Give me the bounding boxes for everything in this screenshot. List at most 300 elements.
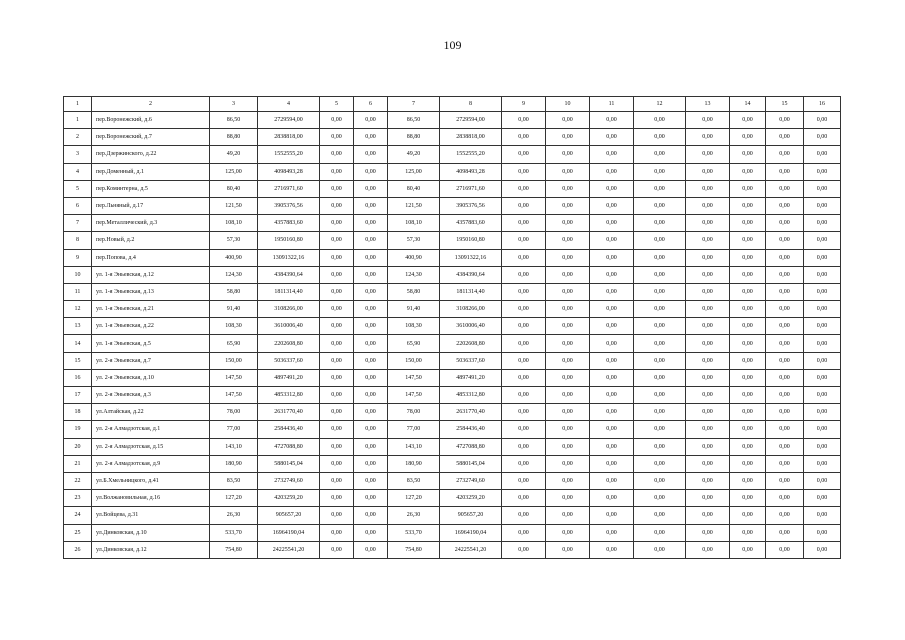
- address-cell: пер.Доменный, д.1: [92, 163, 210, 180]
- table-cell: 4098493,28: [258, 163, 320, 180]
- table-cell: 91,40: [388, 301, 440, 318]
- table-cell: 0,00: [686, 232, 730, 249]
- address-cell: ул. 1-я Эньевская, д.5: [92, 335, 210, 352]
- table-cell: 0,00: [354, 472, 388, 489]
- table-cell: 0,00: [590, 163, 634, 180]
- table-cell: 13091322,16: [440, 249, 502, 266]
- table-cell: 0,00: [354, 541, 388, 558]
- table-cell: 0,00: [502, 421, 546, 438]
- table-cell: 0,00: [804, 438, 841, 455]
- table-row: [64, 197, 841, 214]
- table-cell: 0,00: [686, 524, 730, 541]
- table-cell: 65,90: [388, 335, 440, 352]
- table-cell: 0,00: [354, 197, 388, 214]
- column-header: 16: [804, 97, 841, 112]
- table-cell: 0,00: [804, 112, 841, 129]
- table-cell: 0,00: [730, 197, 766, 214]
- table-cell: 127,20: [210, 490, 258, 507]
- table-cell: 0,00: [502, 524, 546, 541]
- table-cell: 0,00: [502, 404, 546, 421]
- table-cell: 4098493,28: [440, 163, 502, 180]
- table-cell: 0,00: [320, 369, 354, 386]
- table-cell: 0,00: [546, 232, 590, 249]
- table-cell: 0,00: [590, 490, 634, 507]
- table-cell: 0,00: [354, 387, 388, 404]
- table-cell: 0,00: [766, 524, 804, 541]
- table-cell: 5880145,04: [440, 455, 502, 472]
- table-cell: 0,00: [730, 318, 766, 335]
- table-cell: 0,00: [502, 112, 546, 129]
- table-cell: 0,00: [546, 541, 590, 558]
- address-cell: ул. 1-я Эньевская, д.12: [92, 266, 210, 283]
- table-cell: 0,00: [354, 301, 388, 318]
- table-cell: 0,00: [804, 455, 841, 472]
- table-cell: 0,00: [546, 112, 590, 129]
- table-cell: 0,00: [804, 541, 841, 558]
- table-cell: 0,00: [590, 197, 634, 214]
- table-cell: 9: [64, 249, 92, 266]
- table-cell: 0,00: [686, 387, 730, 404]
- table-cell: 0,00: [546, 318, 590, 335]
- table-cell: 0,00: [546, 421, 590, 438]
- table-cell: 77,00: [388, 421, 440, 438]
- table-cell: 0,00: [686, 163, 730, 180]
- table-cell: 0,00: [320, 146, 354, 163]
- table-cell: 17: [64, 387, 92, 404]
- table-cell: 86,50: [210, 112, 258, 129]
- table-cell: 3: [64, 146, 92, 163]
- table-cell: 57,30: [210, 232, 258, 249]
- table-cell: 0,00: [766, 215, 804, 232]
- table-row: [64, 232, 841, 249]
- table-cell: 80,40: [388, 180, 440, 197]
- table-cell: 0,00: [730, 507, 766, 524]
- address-cell: пер.Льняный, д.17: [92, 197, 210, 214]
- table-cell: 1811314,40: [440, 283, 502, 300]
- table-cell: 0,00: [546, 404, 590, 421]
- table-cell: 0,00: [354, 455, 388, 472]
- housing-registry-table: [63, 96, 841, 559]
- table-cell: 4203259,20: [440, 490, 502, 507]
- table-cell: 0,00: [320, 455, 354, 472]
- table-cell: 0,00: [804, 163, 841, 180]
- table-cell: 0,00: [686, 438, 730, 455]
- table-cell: 0,00: [730, 249, 766, 266]
- table-cell: 0,00: [634, 249, 686, 266]
- table-cell: 124,30: [210, 266, 258, 283]
- table-cell: 0,00: [730, 455, 766, 472]
- address-cell: ул.Алтайская, д.22: [92, 404, 210, 421]
- column-header: 2: [92, 97, 210, 112]
- table-cell: 3905376,56: [440, 197, 502, 214]
- table-cell: 0,00: [590, 524, 634, 541]
- table-cell: 754,80: [388, 541, 440, 558]
- table-cell: 0,00: [320, 352, 354, 369]
- table-row: [64, 335, 841, 352]
- table-cell: 0,00: [634, 541, 686, 558]
- table-cell: 121,50: [210, 197, 258, 214]
- table-cell: 0,00: [634, 421, 686, 438]
- column-header: 6: [354, 97, 388, 112]
- table-cell: 2631770,40: [258, 404, 320, 421]
- table-cell: 0,00: [686, 352, 730, 369]
- table-cell: 83,50: [210, 472, 258, 489]
- table-cell: 400,90: [388, 249, 440, 266]
- table-cell: 0,00: [546, 438, 590, 455]
- column-header: 12: [634, 97, 686, 112]
- table-cell: 533,70: [388, 524, 440, 541]
- table-cell: 80,40: [210, 180, 258, 197]
- table-cell: 2716971,60: [258, 180, 320, 197]
- table-cell: 0,00: [686, 249, 730, 266]
- column-header: 14: [730, 97, 766, 112]
- column-header: 1: [64, 97, 92, 112]
- table-cell: 23: [64, 490, 92, 507]
- table-cell: 0,00: [634, 524, 686, 541]
- table-cell: 2631770,40: [440, 404, 502, 421]
- table-cell: 5036337,60: [440, 352, 502, 369]
- table-cell: 0,00: [546, 266, 590, 283]
- table-cell: 4384390,64: [258, 266, 320, 283]
- table-cell: 0,00: [686, 266, 730, 283]
- table-cell: 0,00: [634, 472, 686, 489]
- table-cell: 0,00: [686, 146, 730, 163]
- table-cell: 1552555,20: [258, 146, 320, 163]
- table-cell: 0,00: [590, 180, 634, 197]
- table-cell: 49,20: [388, 146, 440, 163]
- table-cell: 0,00: [766, 266, 804, 283]
- address-cell: ул. 2-я Алмадзотская, д.15: [92, 438, 210, 455]
- table-cell: 0,00: [546, 180, 590, 197]
- table-cell: 0,00: [354, 490, 388, 507]
- table-cell: 0,00: [320, 249, 354, 266]
- table-cell: 18: [64, 404, 92, 421]
- table-cell: 0,00: [354, 112, 388, 129]
- table-cell: 0,00: [730, 283, 766, 300]
- column-header: 3: [210, 97, 258, 112]
- table-cell: 0,00: [634, 318, 686, 335]
- table-cell: 147,50: [388, 369, 440, 386]
- table-cell: 0,00: [730, 266, 766, 283]
- table-cell: 0,00: [354, 421, 388, 438]
- table-cell: 180,90: [388, 455, 440, 472]
- table-cell: 16: [64, 369, 92, 386]
- table-row: [64, 283, 841, 300]
- table-cell: 0,00: [320, 232, 354, 249]
- table-cell: 0,00: [804, 404, 841, 421]
- table-cell: 0,00: [766, 472, 804, 489]
- table-cell: 0,00: [320, 318, 354, 335]
- page-number: 109: [443, 38, 462, 52]
- table-cell: 2202608,80: [258, 335, 320, 352]
- table-cell: 1950160,80: [440, 232, 502, 249]
- table-cell: 0,00: [546, 335, 590, 352]
- table-cell: 400,90: [210, 249, 258, 266]
- table-cell: 0,00: [320, 335, 354, 352]
- table-cell: 22: [64, 472, 92, 489]
- table-cell: 0,00: [804, 507, 841, 524]
- table-cell: 0,00: [502, 197, 546, 214]
- table-row: [64, 163, 841, 180]
- table-cell: 0,00: [804, 266, 841, 283]
- address-cell: ул.Б.Хмельницкого, д.41: [92, 472, 210, 489]
- table-cell: 4: [64, 163, 92, 180]
- table-cell: 16964190,04: [440, 524, 502, 541]
- table-cell: 0,00: [634, 283, 686, 300]
- table-cell: 1950160,80: [258, 232, 320, 249]
- table-cell: 0,00: [502, 541, 546, 558]
- table-row: [64, 490, 841, 507]
- table-row: [64, 180, 841, 197]
- table-cell: 83,50: [388, 472, 440, 489]
- table-cell: 533,70: [210, 524, 258, 541]
- table-cell: 19: [64, 421, 92, 438]
- table-cell: 0,00: [686, 335, 730, 352]
- table-cell: 0,00: [502, 146, 546, 163]
- table-cell: 0,00: [804, 472, 841, 489]
- table-cell: 4897491,20: [440, 369, 502, 386]
- address-cell: пер.Новый, д.2: [92, 232, 210, 249]
- address-cell: ул. 1-я Эньевская, д.22: [92, 318, 210, 335]
- table-cell: 0,00: [804, 180, 841, 197]
- table-cell: 0,00: [730, 232, 766, 249]
- column-header: 4: [258, 97, 320, 112]
- table-cell: 3610006,40: [440, 318, 502, 335]
- table-cell: 0,00: [590, 146, 634, 163]
- table-cell: 15: [64, 352, 92, 369]
- table-cell: 143,10: [388, 438, 440, 455]
- table-cell: 0,00: [804, 129, 841, 146]
- table-cell: 0,00: [730, 490, 766, 507]
- table-cell: 88,80: [388, 129, 440, 146]
- table-cell: 0,00: [766, 146, 804, 163]
- table-cell: 0,00: [502, 335, 546, 352]
- table-cell: 3610006,40: [258, 318, 320, 335]
- table-cell: 0,00: [354, 266, 388, 283]
- table-cell: 0,00: [354, 318, 388, 335]
- table-cell: 0,00: [502, 232, 546, 249]
- table-cell: 49,20: [210, 146, 258, 163]
- table-cell: 16964190,04: [258, 524, 320, 541]
- address-cell: ул.Динковская, д.12: [92, 541, 210, 558]
- table-row: [64, 146, 841, 163]
- table-cell: 3108266,00: [258, 301, 320, 318]
- table-cell: 0,00: [766, 490, 804, 507]
- table-cell: 0,00: [320, 438, 354, 455]
- table-cell: 0,00: [502, 318, 546, 335]
- column-header: 7: [388, 97, 440, 112]
- table-body: [64, 97, 841, 559]
- table-cell: 121,50: [388, 197, 440, 214]
- table-row: [64, 215, 841, 232]
- table-cell: 0,00: [634, 180, 686, 197]
- table-cell: 0,00: [590, 129, 634, 146]
- table-cell: 0,00: [546, 472, 590, 489]
- table-cell: 0,00: [766, 163, 804, 180]
- table-cell: 0,00: [686, 283, 730, 300]
- table-cell: 0,00: [502, 266, 546, 283]
- table-cell: 0,00: [546, 352, 590, 369]
- table-cell: 5880145,04: [258, 455, 320, 472]
- table-cell: 58,80: [210, 283, 258, 300]
- table-cell: 0,00: [766, 369, 804, 386]
- table-cell: 14: [64, 335, 92, 352]
- table-cell: 0,00: [354, 232, 388, 249]
- table-cell: 0,00: [730, 112, 766, 129]
- table-cell: 0,00: [766, 541, 804, 558]
- table-cell: 0,00: [546, 387, 590, 404]
- table-row: [64, 318, 841, 335]
- table-cell: 0,00: [634, 197, 686, 214]
- table-cell: 0,00: [590, 369, 634, 386]
- table-cell: 0,00: [590, 215, 634, 232]
- table-cell: 0,00: [766, 129, 804, 146]
- table-cell: 4357883,60: [440, 215, 502, 232]
- table-cell: 0,00: [502, 387, 546, 404]
- table-cell: 0,00: [354, 369, 388, 386]
- table-cell: 0,00: [686, 421, 730, 438]
- table-cell: 127,20: [388, 490, 440, 507]
- table-cell: 0,00: [502, 129, 546, 146]
- table-cell: 0,00: [590, 438, 634, 455]
- table-cell: 0,00: [730, 369, 766, 386]
- table-cell: 0,00: [634, 387, 686, 404]
- table-cell: 0,00: [686, 215, 730, 232]
- table-cell: 11: [64, 283, 92, 300]
- table-cell: 0,00: [766, 301, 804, 318]
- table-cell: 0,00: [590, 404, 634, 421]
- table-cell: 0,00: [546, 524, 590, 541]
- table-cell: 2838818,00: [258, 129, 320, 146]
- table-cell: 0,00: [546, 197, 590, 214]
- table-row: [64, 369, 841, 386]
- table-cell: 2732749,60: [440, 472, 502, 489]
- table-cell: 0,00: [766, 421, 804, 438]
- table-cell: 0,00: [320, 301, 354, 318]
- table-cell: 0,00: [546, 283, 590, 300]
- table-cell: 4203259,20: [258, 490, 320, 507]
- table-row: [64, 507, 841, 524]
- table-cell: 4384390,64: [440, 266, 502, 283]
- table-cell: 0,00: [320, 507, 354, 524]
- table-cell: 2838818,00: [440, 129, 502, 146]
- table-cell: 150,00: [388, 352, 440, 369]
- address-cell: ул.Динковская, д.10: [92, 524, 210, 541]
- table-cell: 88,80: [210, 129, 258, 146]
- table-cell: 0,00: [766, 387, 804, 404]
- table-cell: 2: [64, 129, 92, 146]
- table-cell: 0,00: [634, 404, 686, 421]
- table-cell: 4357883,60: [258, 215, 320, 232]
- table-cell: 78,00: [388, 404, 440, 421]
- address-cell: ул. 2-я Алмадзотская, д.1: [92, 421, 210, 438]
- table-cell: 0,00: [634, 112, 686, 129]
- table-cell: 0,00: [320, 541, 354, 558]
- table-cell: 0,00: [320, 112, 354, 129]
- column-header: 11: [590, 97, 634, 112]
- table-cell: 0,00: [730, 387, 766, 404]
- table-cell: 0,00: [634, 232, 686, 249]
- table-cell: 0,00: [546, 163, 590, 180]
- table-cell: 0,00: [686, 301, 730, 318]
- table-cell: 905657,20: [440, 507, 502, 524]
- table-cell: 0,00: [634, 335, 686, 352]
- table-cell: 0,00: [634, 301, 686, 318]
- table-cell: 0,00: [634, 163, 686, 180]
- table-row: [64, 352, 841, 369]
- table-cell: 0,00: [804, 352, 841, 369]
- table-cell: 0,00: [546, 369, 590, 386]
- table-cell: 26,30: [210, 507, 258, 524]
- table-cell: 0,00: [686, 507, 730, 524]
- table-cell: 0,00: [730, 404, 766, 421]
- table-cell: 0,00: [634, 215, 686, 232]
- table-cell: 10: [64, 266, 92, 283]
- table-cell: 2729594,00: [440, 112, 502, 129]
- table-cell: 0,00: [686, 472, 730, 489]
- table-cell: 91,40: [210, 301, 258, 318]
- table-cell: 0,00: [804, 232, 841, 249]
- table-cell: 0,00: [320, 404, 354, 421]
- table-cell: 1: [64, 112, 92, 129]
- table-cell: 0,00: [320, 163, 354, 180]
- table-cell: 0,00: [766, 404, 804, 421]
- table-cell: 754,80: [210, 541, 258, 558]
- address-cell: пер.Коминтерна, д.5: [92, 180, 210, 197]
- table-cell: 0,00: [686, 455, 730, 472]
- table-cell: 0,00: [502, 352, 546, 369]
- table-row: [64, 438, 841, 455]
- table-cell: 150,00: [210, 352, 258, 369]
- table-cell: 86,50: [388, 112, 440, 129]
- address-cell: ул. 2-я Эньевская, д.10: [92, 369, 210, 386]
- table-cell: 0,00: [354, 524, 388, 541]
- table-cell: 0,00: [354, 352, 388, 369]
- table-cell: 0,00: [546, 215, 590, 232]
- table-cell: 0,00: [502, 490, 546, 507]
- table-cell: 0,00: [320, 215, 354, 232]
- table-cell: 0,00: [320, 421, 354, 438]
- table-cell: 0,00: [590, 421, 634, 438]
- table-cell: 147,50: [210, 369, 258, 386]
- table-cell: 2584436,40: [440, 421, 502, 438]
- table-cell: 0,00: [686, 369, 730, 386]
- table-cell: 180,90: [210, 455, 258, 472]
- table-cell: 3905376,56: [258, 197, 320, 214]
- table-cell: 0,00: [634, 507, 686, 524]
- table-cell: 0,00: [804, 215, 841, 232]
- table-cell: 0,00: [502, 301, 546, 318]
- table-cell: 0,00: [730, 215, 766, 232]
- table-cell: 0,00: [502, 472, 546, 489]
- table-row: [64, 472, 841, 489]
- table-cell: 13: [64, 318, 92, 335]
- table-cell: 0,00: [354, 335, 388, 352]
- table-cell: 0,00: [502, 163, 546, 180]
- table-cell: 0,00: [766, 232, 804, 249]
- table-cell: 0,00: [730, 163, 766, 180]
- table-cell: 65,90: [210, 335, 258, 352]
- table-cell: 2716971,60: [440, 180, 502, 197]
- table-cell: 0,00: [766, 352, 804, 369]
- column-header: 8: [440, 97, 502, 112]
- table-cell: 0,00: [634, 266, 686, 283]
- column-header: 13: [686, 97, 730, 112]
- table-cell: 0,00: [686, 541, 730, 558]
- table-cell: 0,00: [590, 266, 634, 283]
- table-cell: 3108266,00: [440, 301, 502, 318]
- table-cell: 125,00: [210, 163, 258, 180]
